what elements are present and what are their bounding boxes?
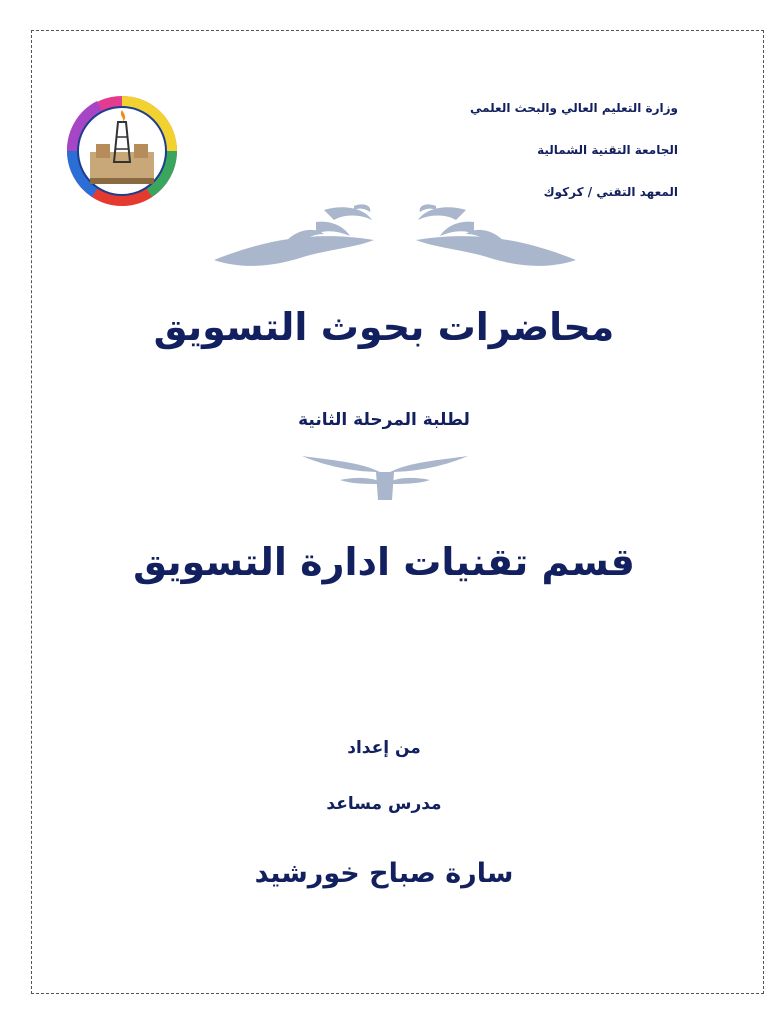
prepared-by-label: من إعداد	[347, 738, 421, 758]
institute-seal-logo	[52, 92, 192, 210]
institute-name: المعهد التقني / كركوك	[543, 185, 678, 199]
institution-header	[378, 98, 678, 203]
university-name: الجامعة التقنية الشمالية	[537, 143, 678, 157]
floral-ornament-top	[204, 200, 586, 274]
department-name: قسم تقنيات ادارة التسويق	[133, 540, 635, 584]
ministry-name: وزارة التعليم العالي والبحث العلمي	[469, 101, 678, 115]
lecture-title: محاضرات بحوث التسويق	[153, 305, 615, 349]
student-stage: لطلبة المرحلة الثانية	[298, 410, 470, 430]
academic-rank: مدرس مساعد	[326, 794, 442, 814]
wing-ornament	[300, 450, 470, 502]
author-name: سارة صباح خورشيد	[254, 858, 514, 889]
